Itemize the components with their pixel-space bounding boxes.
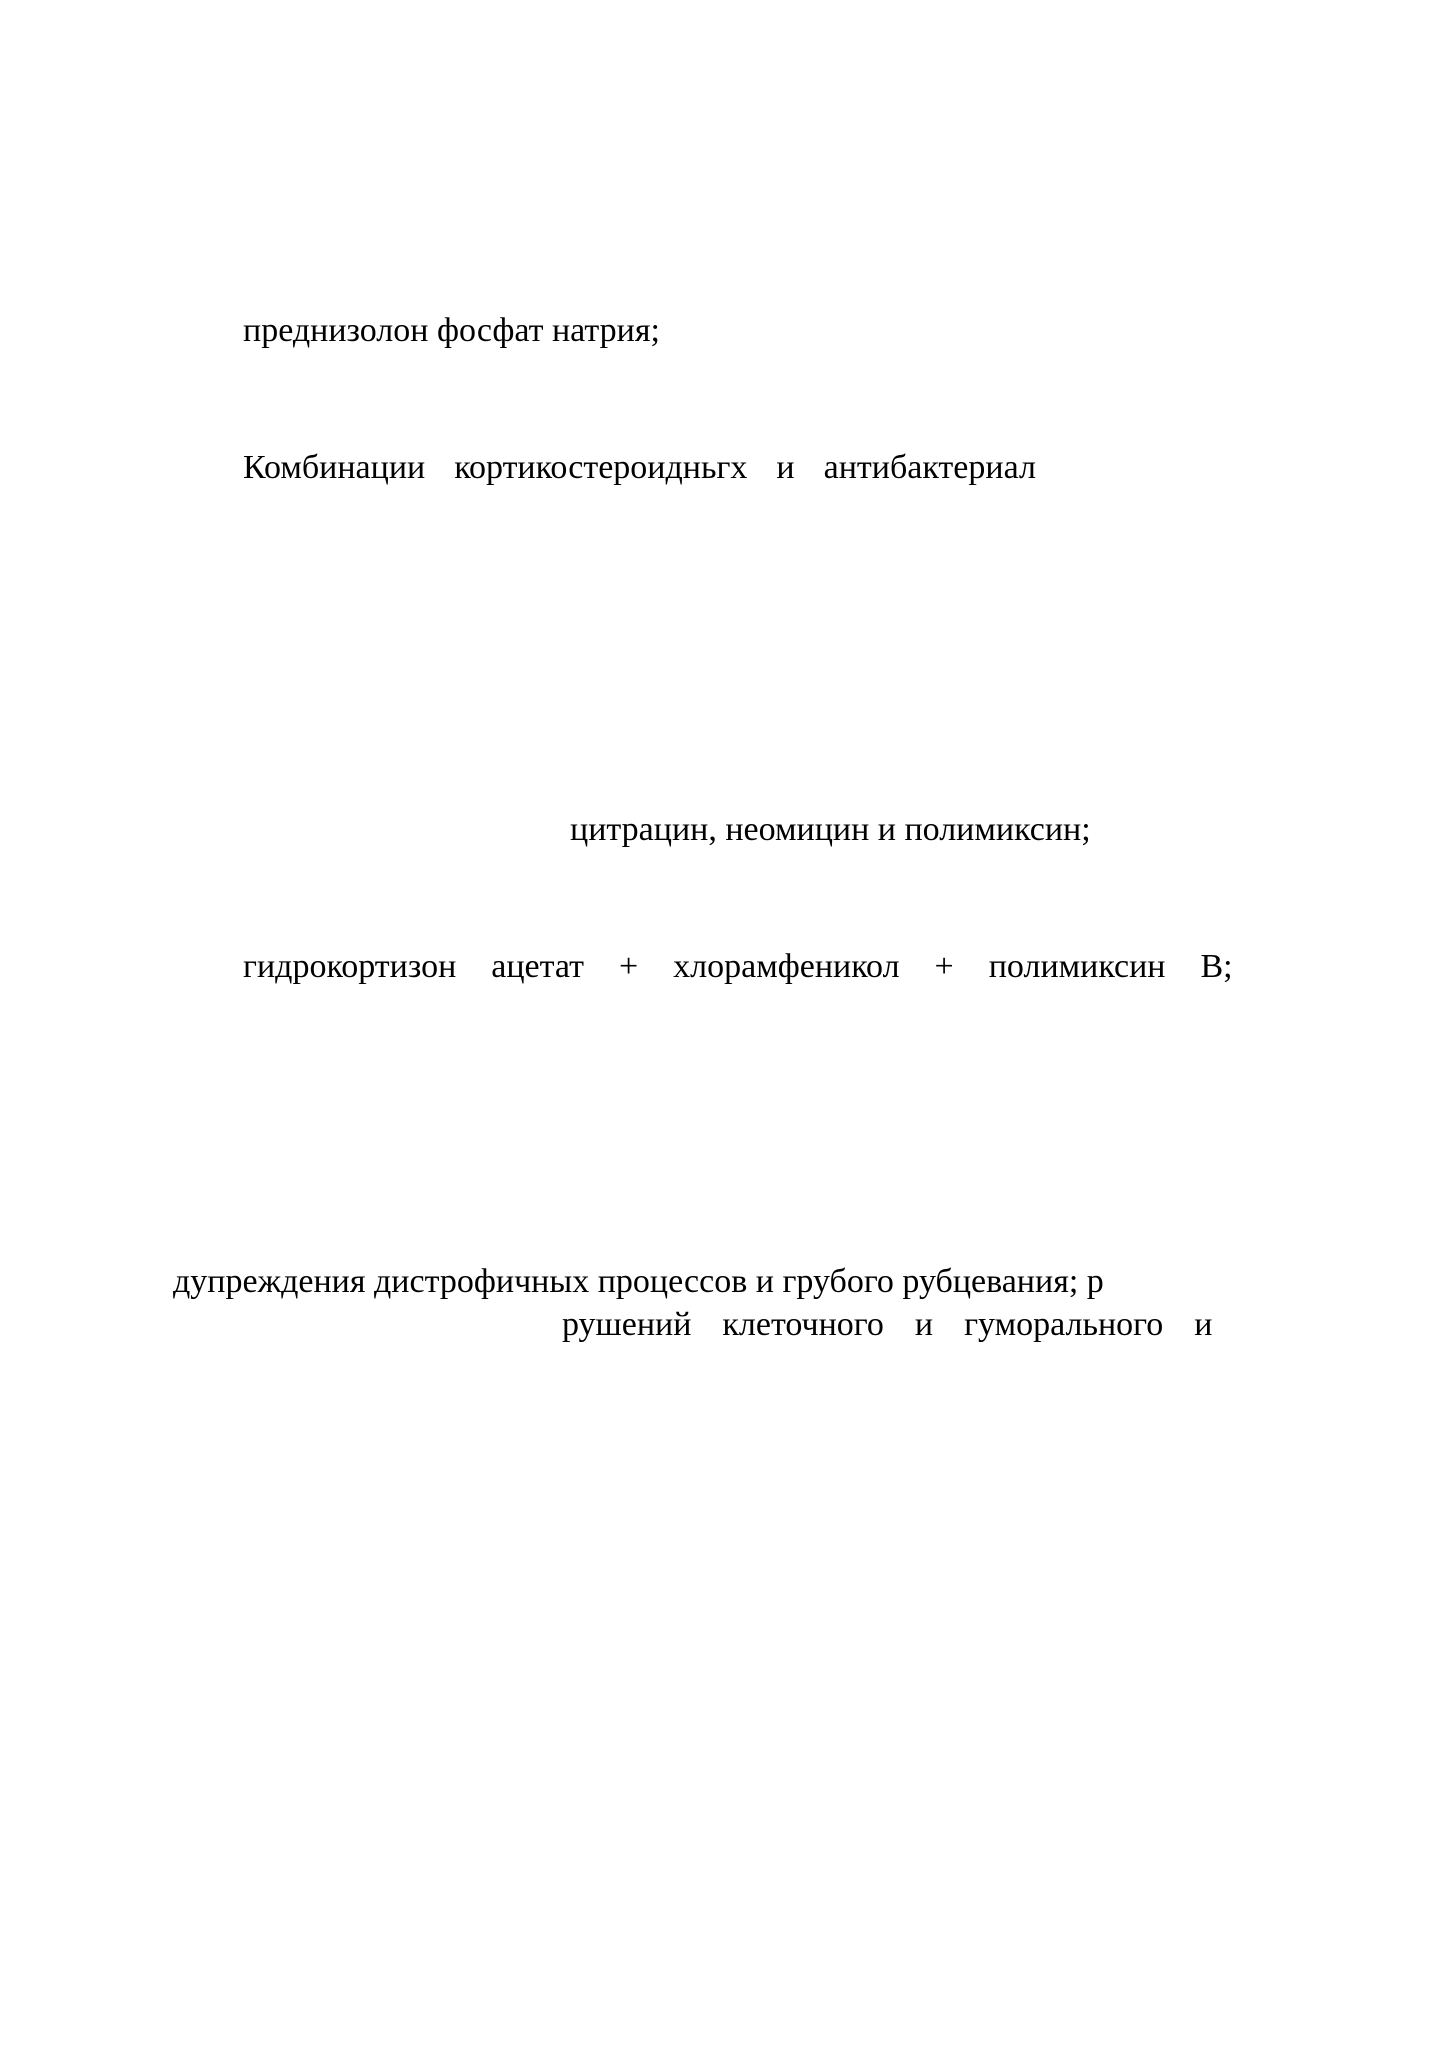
text-line: дупреждения дистрофичных процессов и грубого рубцевания; р bbox=[173, 1263, 1104, 1300]
text-line: гидрокортизон ацетат + хлорамфеникол + полимиксин В; bbox=[243, 948, 1233, 985]
text-line: Комбинации кортикостероидньгх и антибактериал bbox=[243, 449, 1036, 486]
text-line: преднизолон фосфат натрия; bbox=[243, 312, 660, 349]
text-line: цитрацин, неомицин и полимиксин; bbox=[570, 811, 1091, 848]
text-line: рушений клеточного и гуморального и bbox=[562, 1306, 1213, 1343]
